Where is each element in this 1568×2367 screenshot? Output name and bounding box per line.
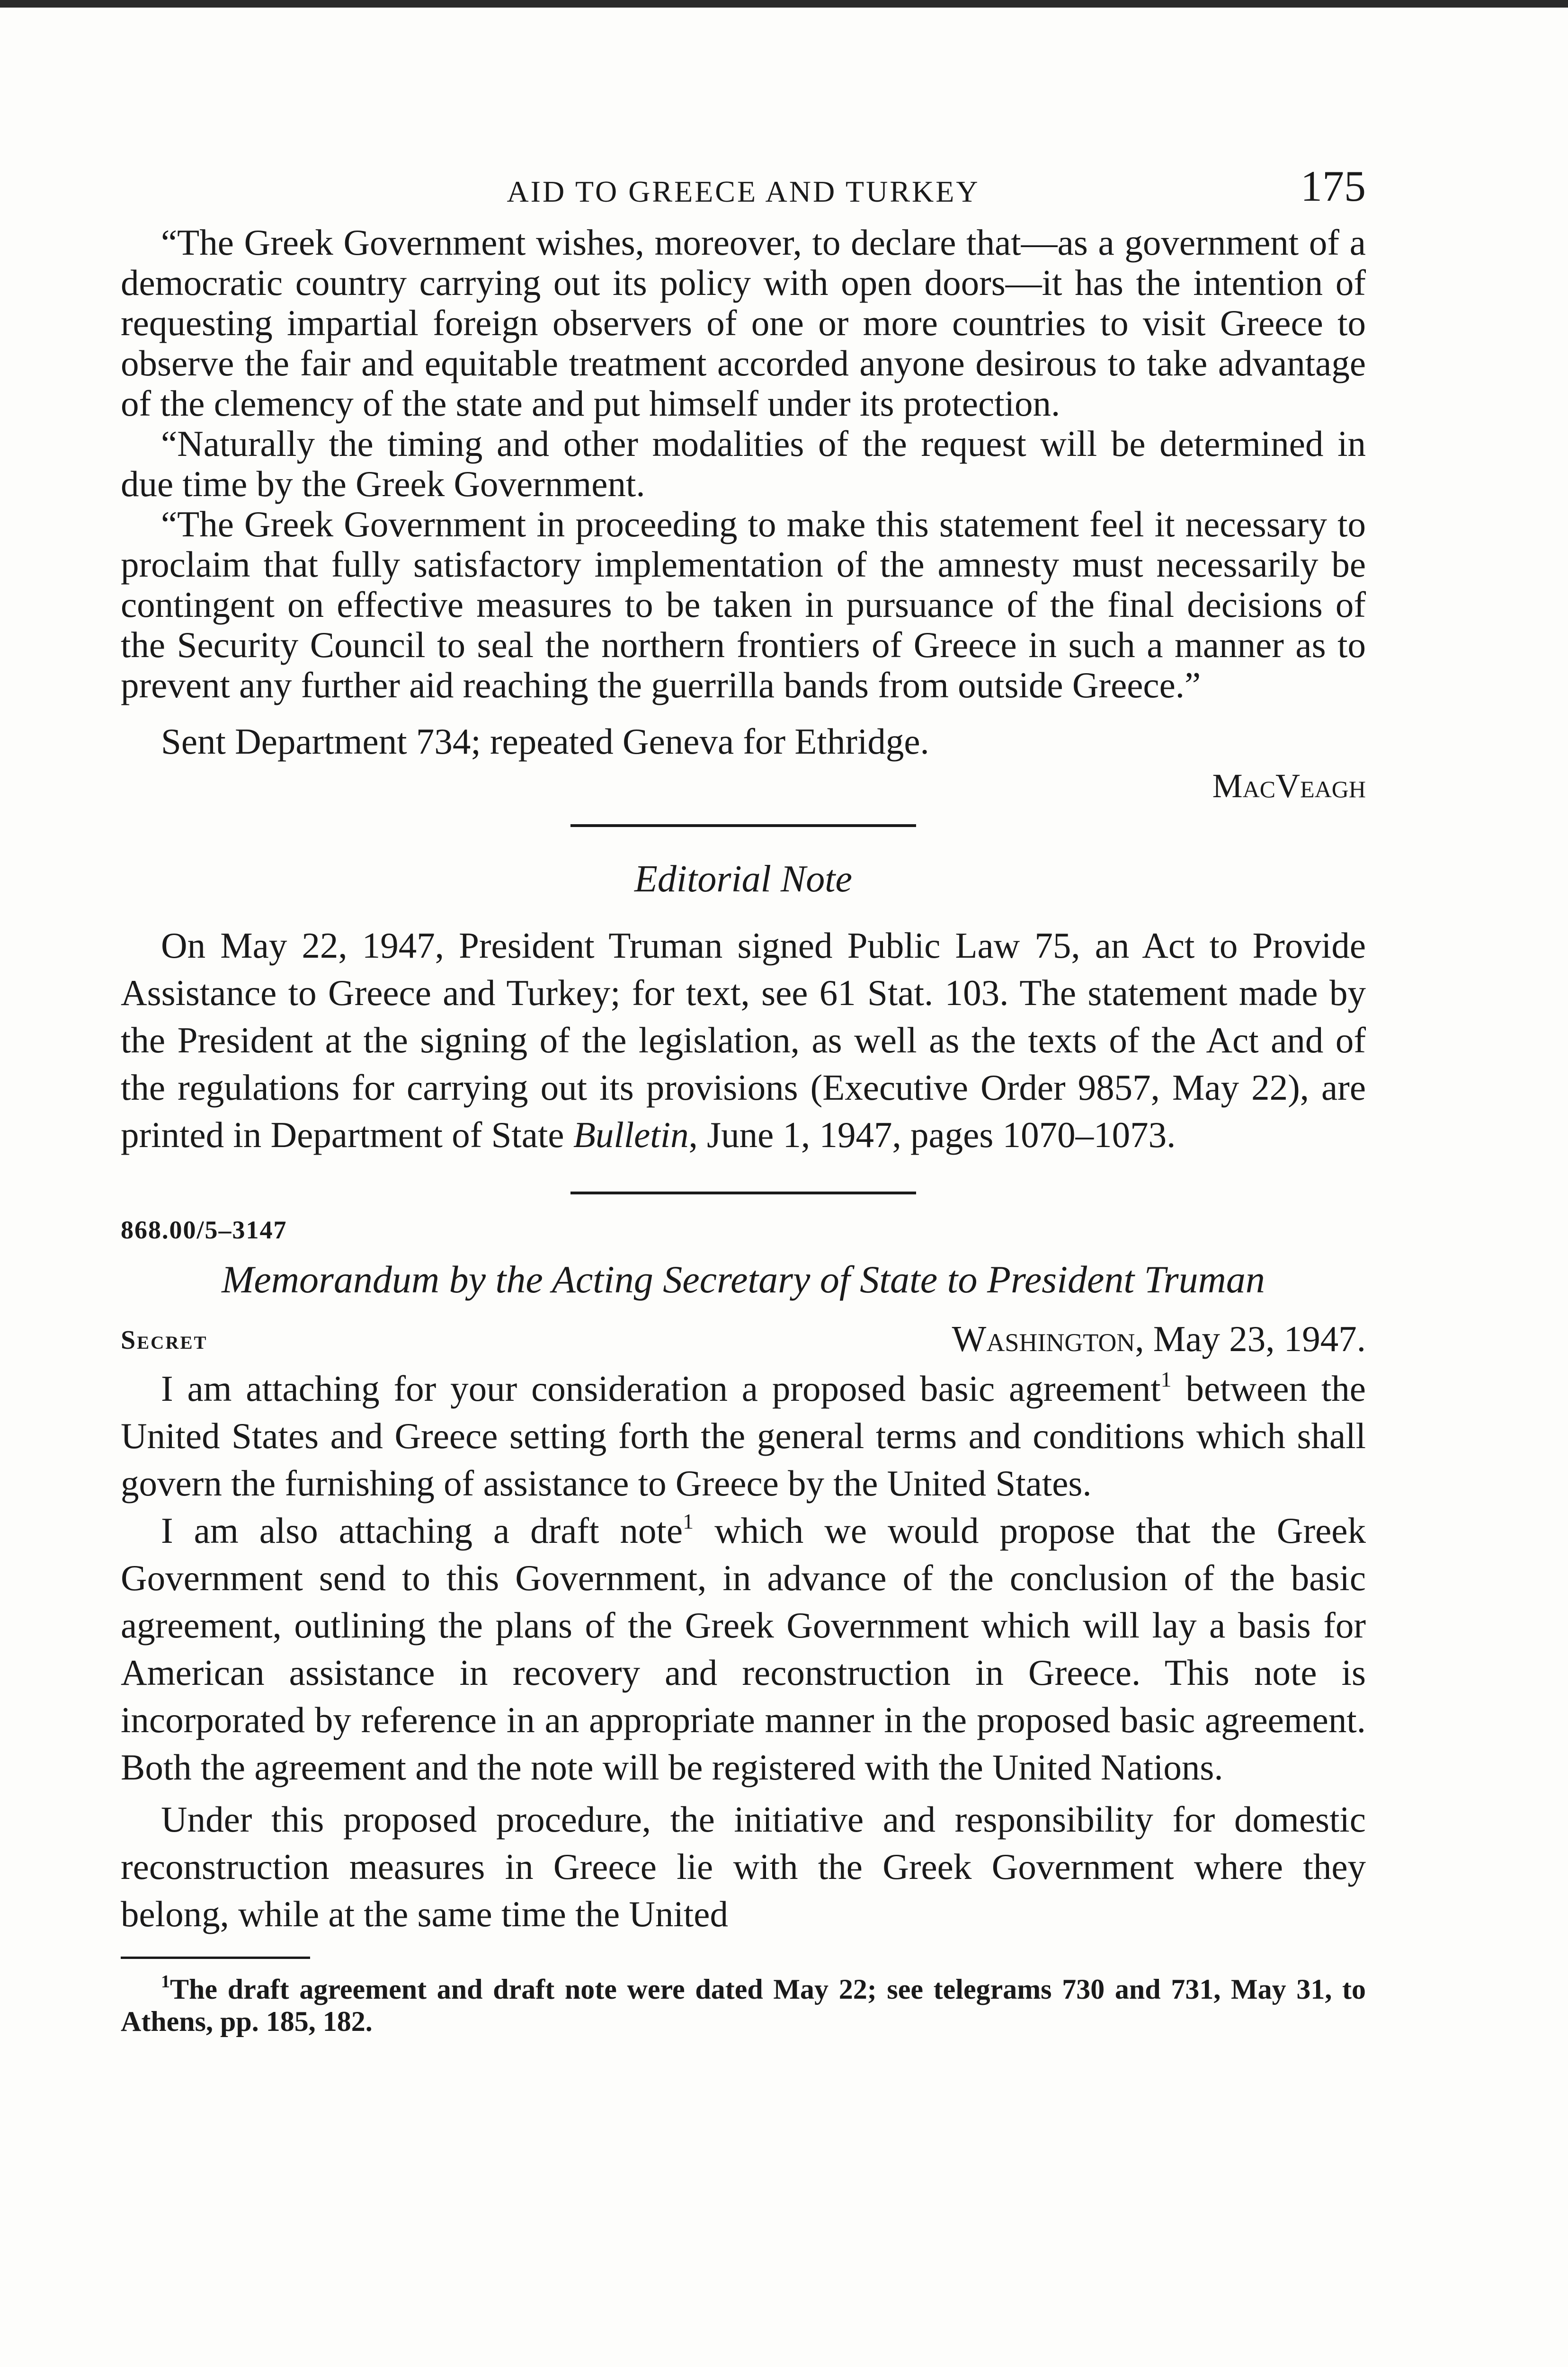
memo-paragraph-1-part-1: I am attaching for your consideration a proposed basic agreement (161, 1368, 1161, 1409)
editorial-note-text (121, 922, 1366, 1158)
dateline (121, 1313, 1366, 1360)
memo-paragraph-2-part-2: which we would propose that the Greek Government send to this Government, in advance of the conclusion of the basic agreement, outlining the plans of the Greek Government which will lay a basis for American assistance in recovery and reconstruction in Greece. This note is incorporated by reference in an appropriate manner in the proposed basic agreement. Both the agreement and the note will be registered with the United Nations. (121, 1510, 1366, 1788)
telegram-paragraph-1: “The Greek Government wishes, moreover, to declare that—as a government of a democratic country carrying out its policy with open doors—it has the intention of requesting impartial foreign observers of one or more countries to visit Greece to observe the fair and equitable treatment accorded anyone desirous to take advantage of the clemency of the state and put himself under its protection. (121, 222, 1366, 424)
running-head (121, 161, 1366, 222)
date: , May 23, 1947. (1135, 1318, 1366, 1359)
signature: MacVeagh (1212, 767, 1366, 805)
footnote-ref: 1 (1160, 1367, 1172, 1391)
running-title: AID TO GREECE AND TURKEY (507, 175, 980, 208)
scan-top-edge (0, 0, 1568, 8)
memo-paragraph-2 (121, 1507, 1366, 1791)
footnote (121, 1973, 1366, 2038)
footnote-marker: 1 (161, 1972, 170, 1992)
memo-paragraph-3: Under this proposed procedure, the initiative and responsibility for domestic reconstruction measures in Greece lie with the Greek Government where they belong, while at the same time the United (121, 1799, 1366, 1934)
place: Washington (952, 1318, 1135, 1359)
bulletin-title: Bulletin (573, 1114, 689, 1155)
memo-paragraph-2-part-1: I am also attaching a draft note (161, 1510, 683, 1551)
telegram-paragraph-2: “Naturally the timing and other modalities of the request will be determined in due time by the Greek Government. (121, 423, 1366, 504)
editorial-note-text-part-1: On May 22, 1947, President Truman signed Public Law 75, an Act to Provide Assistance to Greece and Turkey; for text, see 61 Stat. 103. The statement made by the President at the signing of the legislation, as well as the texts of the Act and of the regulations for carrying out its provisions (Executive Order 9857, May 22), are printed in Department of State (121, 925, 1366, 1155)
footnote-ref: 1 (683, 1509, 694, 1533)
text-column (121, 161, 1366, 2038)
telegram-paragraph-3: “The Greek Government in proceeding to make this statement feel it necessary to proclaim that fully satisfactory implementation of the amnesty must necessarily be contingent on effective measures to be taken in pursuance of the final decisions of the Security Council to seal the northern frontiers of Greece in such a manner as to prevent any further aid reaching the guerrilla bands from outside Greece.” (121, 504, 1366, 705)
memorandum-title: Memorandum by the Acting Secretary of State to President Truman (222, 1258, 1265, 1301)
memo-paragraph-1-part-2: between the United States and Greece setting forth the general terms and conditions which shall govern the furnishing of assistance to Greece by the United States. (121, 1368, 1366, 1504)
classification-label: Secret (121, 1326, 208, 1355)
telegram-text (121, 222, 1366, 807)
footnote-text: The draft agreement and draft note were dated May 22; see telegrams 730 and 731, May 31, to Athens, pp. 185, 182. (121, 1974, 1366, 2037)
file-number: 868.00/5–3147 (121, 1216, 287, 1244)
sent-line: Sent Department 734; repeated Geneva for Ethridge. (161, 721, 929, 762)
page-number: 175 (1301, 162, 1366, 210)
editorial-note-title: Editorial Note (634, 858, 852, 900)
memo-paragraph-1 (121, 1365, 1366, 1507)
place-date (952, 1318, 1366, 1360)
editorial-note-text-part-2: , June 1, 1947, pages 1070–1073. (688, 1114, 1176, 1155)
